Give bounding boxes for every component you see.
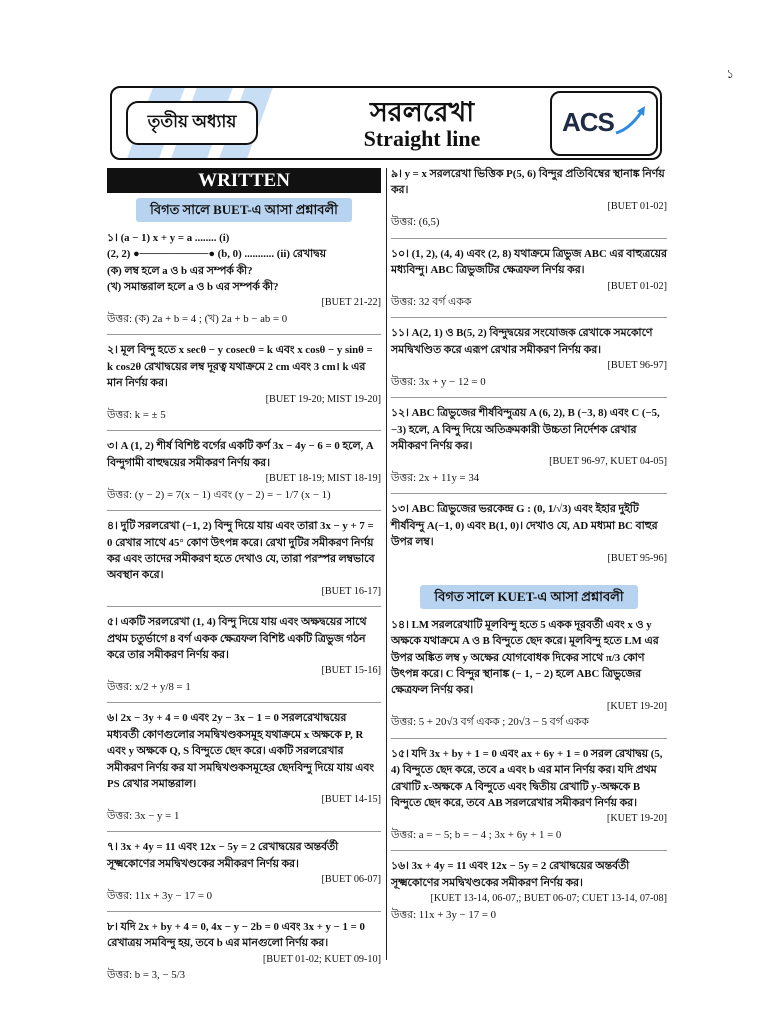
question-text: ৫। একটি সরলরেখা (1, 4) বিন্দু দিয়ে যায় এবং অক্ষদ্বয়ের সাথে প্রথম চতুর্ভাগে 8 বর্গ একক ক্ষেত্রফল বিশিষ্ট একটি ত্রিভুজ গঠন করে তার সমীকরণ নির্ণয় কর।: [107, 616, 367, 662]
question-block: [391, 325, 667, 390]
question-block: [391, 501, 667, 566]
exam-reference: [KUET 19-20]: [606, 813, 667, 825]
question-separator: [107, 911, 381, 912]
chapter-label: তৃতীয় অধ্যায়: [126, 101, 258, 145]
chapter-header: [110, 86, 662, 160]
exam-reference: [KUET 19-20]: [606, 700, 667, 712]
question-list: [391, 617, 667, 923]
question-text: (ক) লম্ব হলে a ও b এর সম্পর্ক কী?: [107, 264, 253, 277]
question-block: [391, 166, 667, 231]
exam-reference: [BUET 96-97]: [607, 360, 667, 372]
question-separator: [107, 702, 381, 703]
question-text: ১০। (1, 2), (4, 4) এবং (2, 8) যথাক্রমে ত্রিভুজ ABC এর বাহুত্রয়ের মধ্যবিন্দু। ABC ত্রিভুজটির ক্ষেত্রফল নির্ণয় কর।: [391, 247, 667, 277]
question-block: [391, 405, 667, 486]
answer-text: উত্তর: 32 বর্গ একক: [391, 296, 472, 309]
page-number: ১: [726, 67, 734, 81]
question-separator: [107, 831, 381, 832]
exam-reference: [BUET 19-20; MIST 19-20]: [265, 393, 381, 405]
answer-text: উত্তর: a = − 5; b = − 4 ; 3x + 6y + 1 = 0: [391, 828, 562, 841]
question-text: ৯। y = x সরলরেখা ভিত্তিক P(5, 6) বিন্দুর প্রতিবিম্বের স্থানাঙ্ক নির্ণয় কর।: [391, 168, 665, 197]
question-separator: [391, 397, 667, 398]
question-block: [107, 839, 381, 904]
answer-text: উত্তর: (ক) 2a + b = 4 ; (খ) 2a + b − ab = 0: [107, 312, 288, 325]
question-block: [107, 614, 381, 695]
question-text: ৬। 2x − 3y + 4 = 0 এবং 2y − 3x − 1 = 0 সরলরেখাদ্বয়ের মধ্যবর্তী কোণগুলোর সমদ্বিখণ্ডকসমূহ যথাক্রমে x অক্ষকে P, R এবং y অক্ষকে Q, S বিন্দুতে ছেদ করে। একটি সরলরেখার সমীকরণ নির্ণয় কর যা সমদ্বিখণ্ডকসমূহের ছেদবিন্দু দিয়ে যায় এবং PS রেখার সমান্তরাল।: [107, 712, 375, 790]
question-text: ৭। 3x + 4y = 11 এবং 12x − 5y = 2 রেখাদ্বয়ের অন্তর্বর্তী সূক্ষ্মকোণের সমদ্বিখণ্ডকের সমীকরণ নির্ণয় কর।: [107, 841, 339, 870]
question-separator: [107, 334, 381, 335]
question-text: ৩। A (1, 2) শীর্ষ বিশিষ্ট বর্গের একটি কর্ণ 3x − 4y − 6 = 0 হলে, A বিন্দুগামী বাহুদ্বয়ের সমীকরণ নির্ণয় কর।: [107, 440, 374, 469]
question-block: [107, 710, 381, 824]
question-text: (2, 2) ●─────────● (b, 0) ........... (ii) রেখাদ্বয়: [107, 248, 326, 261]
exam-reference: [BUET 96-97, KUET 04-05]: [549, 456, 667, 468]
exam-reference: [BUET 18-19; MIST 18-19]: [265, 473, 381, 485]
question-separator: [391, 493, 667, 494]
exam-reference: [BUET 16-17]: [321, 585, 381, 597]
question-block: [107, 518, 381, 599]
question-block: [391, 617, 667, 731]
answer-text: উত্তর: 5 + 20√3 বর্গ একক ; 20√3 − 5 বর্গ একক: [391, 716, 589, 729]
question-list: [107, 230, 381, 984]
written-banner: WRITTEN: [107, 168, 381, 193]
logo-text: ACS: [562, 107, 614, 137]
question-block: [107, 342, 381, 423]
question-text: ১২। ABC ত্রিভুজের শীর্ষবিন্দুত্রয় A (6, 2), B (−3, 8) এবং C (−5, −3) হলে, A বিন্দু দিয়ে অতিক্রমকারী উচ্চতা নির্দেশক রেখার সমীকরণ নির্ণয় কর।: [391, 407, 660, 452]
question-text: (খ) সমান্তরাল হলে a ও b এর সম্পর্ক কী?: [107, 280, 279, 293]
exam-reference: [BUET 95-96]: [607, 552, 667, 564]
question-list: [391, 166, 667, 566]
title-english: Straight line: [363, 126, 481, 151]
question-block: [107, 919, 381, 984]
exam-reference: [BUET 21-22]: [321, 297, 381, 309]
answer-text: উত্তর: 11x + 3y − 17 = 0: [391, 908, 497, 921]
answer-text: উত্তর: (6,5): [391, 216, 440, 229]
question-text: ১৫। যদি 3x + by + 1 = 0 এবং ax + 6y + 1 = 0 সরল রেখাদ্বয় (5, 4) বিন্দুতে ছেদ করে, তবে a এবং b এর মান নির্ণয় কর। যদি প্রথম রেখাটি x-অক্ষকে A বিন্দুতে এবং দ্বিতীয় রেখাটি y-অক্ষকে B বিন্দুতে ছেদ করে, তবে AB সরলরেখার সমীকরণ নির্ণয় কর।: [391, 747, 663, 809]
question-text: ৮। যদি 2x + by + 4 = 0, 4x − y − 2b = 0 এবং 3x + y − 1 = 0 রেখাত্রয় সমবিন্দু হয়, তবে b এর মানগুলো নির্ণয় কর।: [107, 921, 365, 950]
question-separator: [391, 850, 667, 851]
left-column: [107, 168, 381, 988]
answer-text: উত্তর: (y − 2) = 7(x − 1) এবং (y − 2) = − 1/7 (x − 1): [107, 488, 331, 501]
question-block: [391, 858, 667, 923]
acs-logo: [550, 91, 658, 156]
question-block: [391, 746, 667, 844]
question-text: ১১। A(2, 1) ও B(5, 2) বিন্দুদ্বয়ের সংযোজক রেখাকে সমকোণে সমদ্বিখণ্ডিত করে এরূপ রেখার সমীকরণ নির্ণয় কর।: [391, 327, 653, 356]
exam-reference: [BUET 01-02; KUET 09-10]: [262, 953, 381, 965]
column-divider: [386, 168, 387, 960]
question-text: ১৩। ABC ত্রিভুজের ভরকেন্দ্র G : (0, 1/√3) এবং ইহার দুইটি শীর্ষবিন্দু A(−1, 0) এবং B(1, 0)। দেখাও যে, AD মধ্যমা BC বাহুর উপর লম্ব।: [391, 503, 658, 549]
arrow-up-right-icon: [614, 103, 648, 137]
answer-text: উত্তর: 11x + 3y − 17 = 0: [107, 889, 213, 902]
exam-reference: [BUET 01-02]: [607, 280, 667, 292]
answer-text: উত্তর: 3x − y = 1: [107, 809, 180, 822]
question-block: [391, 246, 667, 311]
exam-reference: [BUET 14-15]: [321, 794, 381, 806]
answer-text: উত্তর: x/2 + y/8 = 1: [107, 680, 191, 693]
question-text: ১৬। 3x + 4y = 11 এবং 12x − 5y = 2 রেখাদ্বয়ের অন্তর্বর্তী সূক্ষ্মকোণের সমদ্বিখণ্ডকের সমীকরণ নির্ণয় কর।: [391, 860, 630, 889]
question-text: ১। (a − 1) x + y = a ........ (i): [107, 231, 230, 244]
section-heading-buet: বিগত সালে BUET-এ আসা প্রশ্নাবলী: [136, 198, 352, 222]
question-separator: [391, 317, 667, 318]
question-separator: [107, 510, 381, 511]
question-separator: [391, 238, 667, 239]
title-bengali: সরলরেখা: [369, 97, 475, 127]
exam-reference: [KUET 13-14, 06-07,; BUET 06-07; CUET 13-14, 07-08]: [430, 893, 667, 905]
question-block: [107, 230, 381, 328]
answer-text: উত্তর: 3x + y − 12 = 0: [391, 375, 486, 388]
answer-text: উত্তর: 2x + 11y = 34: [391, 471, 480, 484]
exam-reference: [BUET 06-07]: [321, 874, 381, 886]
section-heading-kuet: বিগত সালে KUET-এ আসা প্রশ্নাবলী: [420, 585, 637, 609]
exam-reference: [BUET 01-02]: [607, 200, 667, 212]
question-separator: [107, 606, 381, 607]
answer-text: উত্তর: k = ± 5: [107, 409, 166, 421]
question-text: ২। মূল বিন্দু হতে x secθ − y cosecθ = k এবং x cosθ − y sinθ = k cos2θ রেখাদ্বয়ের লম্ব দূরত্ব যথাক্রমে 2 cm এবং 3 cm। k এর মান নির্ণয় কর।: [107, 344, 373, 390]
question-separator: [391, 738, 667, 739]
answer-text: উত্তর: b = 3, − 5/3: [107, 969, 186, 982]
right-column: [391, 166, 667, 927]
exam-reference: [BUET 15-16]: [321, 665, 381, 677]
question-text: ৪। দুটি সরলরেখা (−1, 2) বিন্দু দিয়ে যায় এবং তারা 3x − y + 7 = 0 রেখার সাথে 45° কোণ উৎপন্ন করে। রেখা দুটির সমীকরণ নির্ণয় কর এবং তাদের সমীকরণ হতে দেখাও যে, তারা পরস্পর লম্বভাবে অবস্থান করে।: [107, 520, 375, 582]
question-text: ১৪। LM সরলরেখাটি মূলবিন্দু হতে 5 একক দূরবর্তী এবং x ও y অক্ষকে যথাক্রমে A ও B বিন্দুতে ছেদ করে। মূলবিন্দু হতে LM এর উপর অঙ্কিত লম্ব y অক্ষের যোগবোধক দিকের সাথে π/3 কোণ উৎপন্ন করে। C বিন্দুর স্থানাঙ্ক (− 1, − 2) হলে ABC ত্রিভুজের ক্ষেত্রফল নির্ণয় কর।: [391, 618, 659, 697]
question-separator: [107, 430, 381, 431]
question-block: [107, 438, 381, 503]
